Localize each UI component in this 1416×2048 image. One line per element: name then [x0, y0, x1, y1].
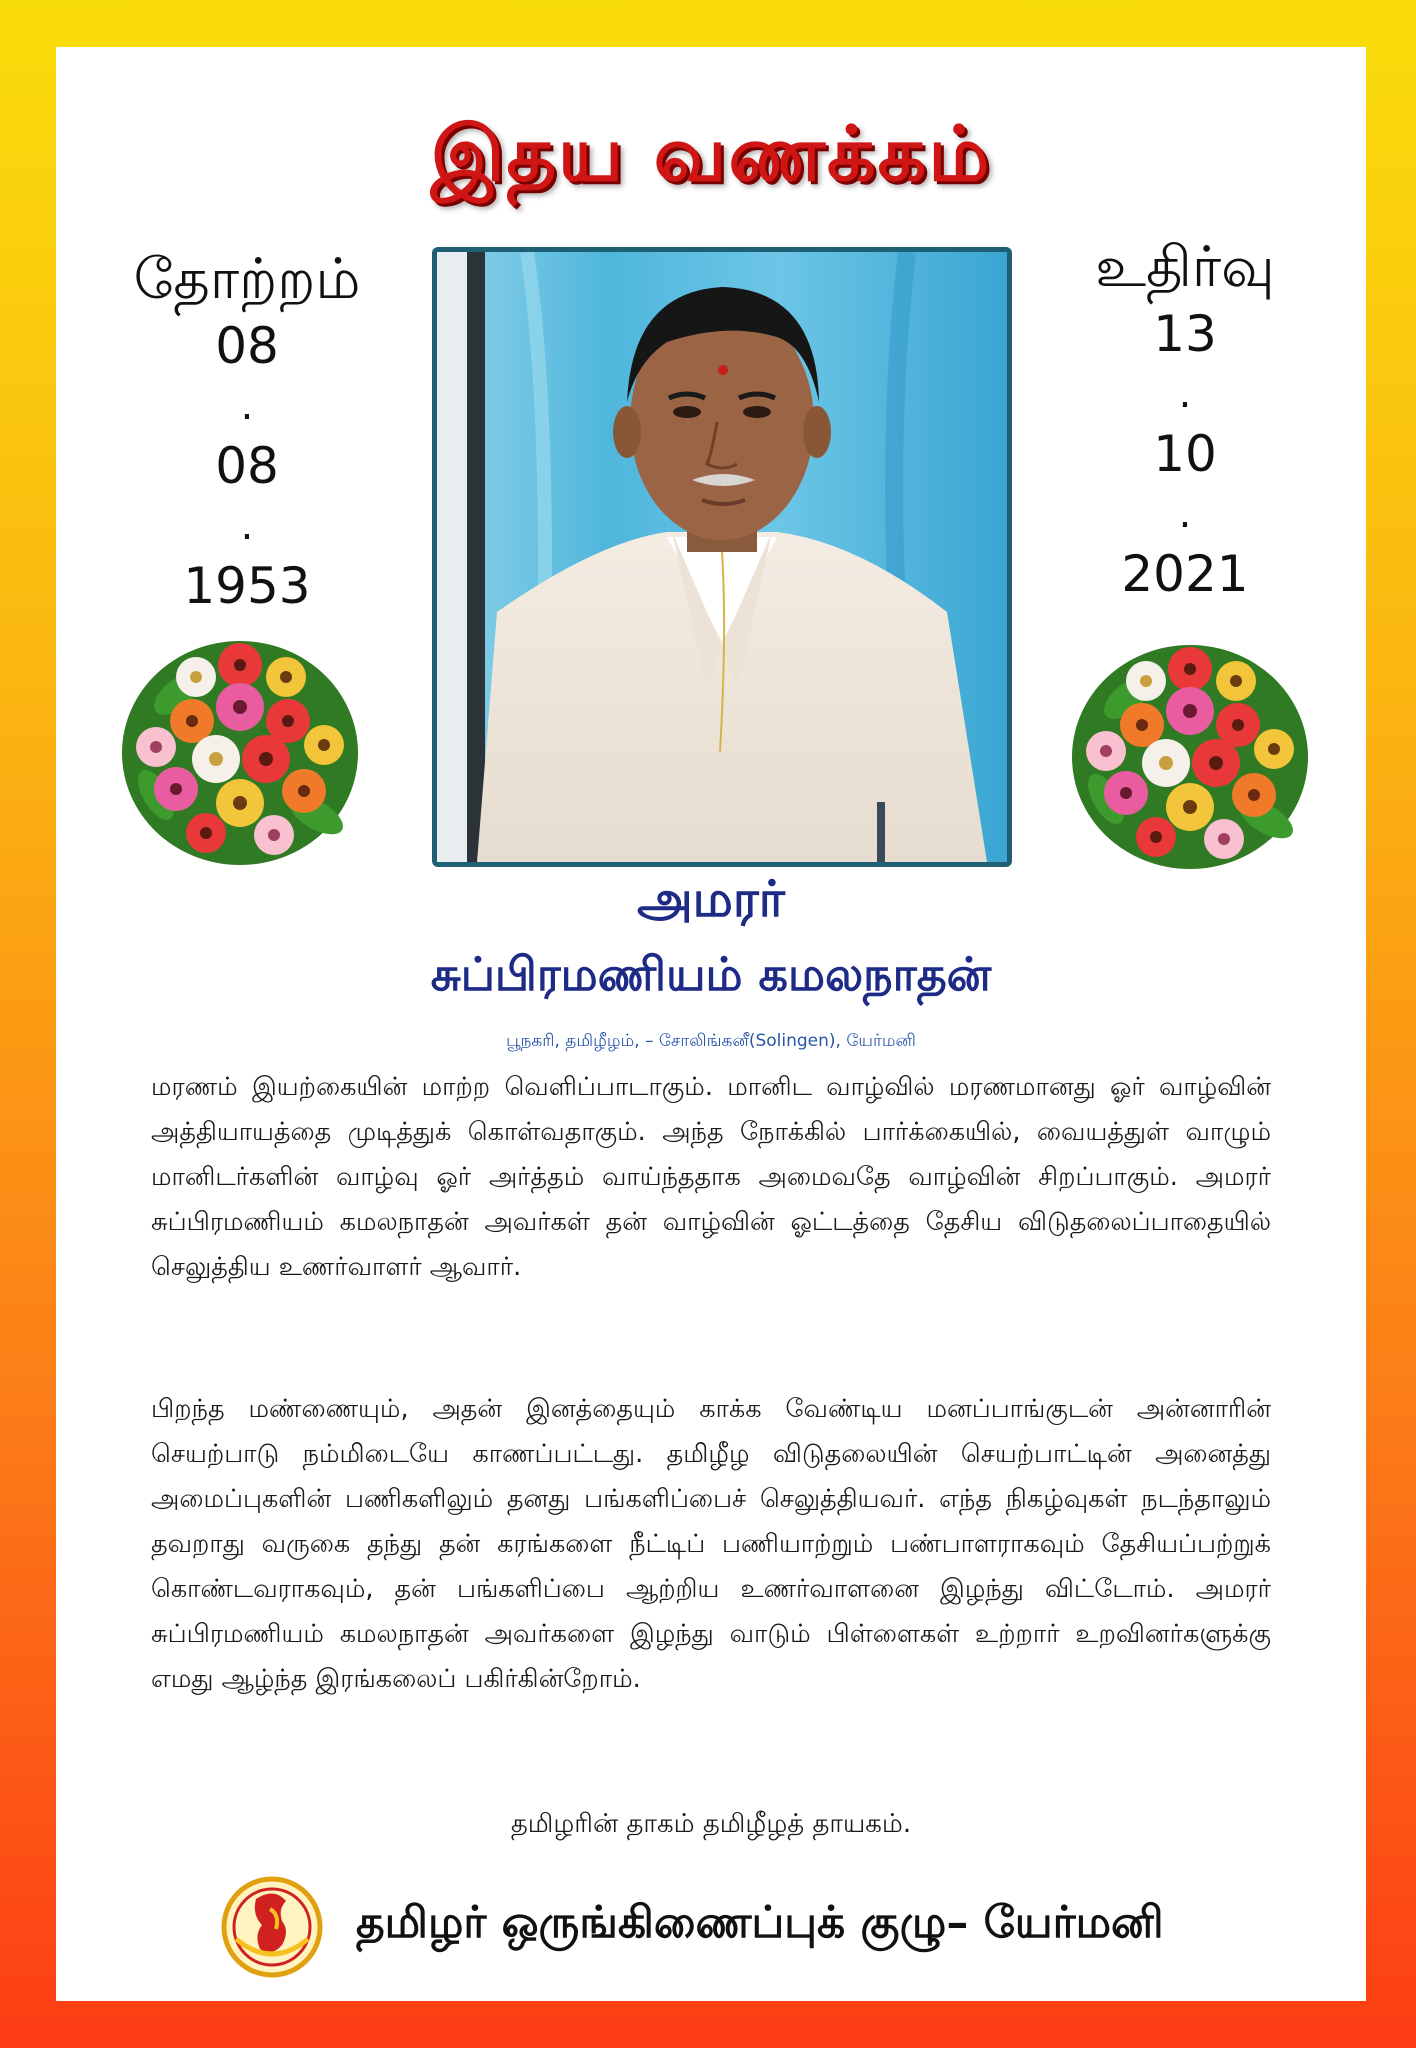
birth-date-block	[97, 245, 397, 617]
headline: இதய வணக்கம்	[430, 109, 992, 198]
death-separator-2: .	[1178, 491, 1192, 537]
birth-year: 1953	[183, 557, 311, 615]
organization-name: தமிழர் ஒருங்கிணைப்புக் குழு– யேர்மனி	[356, 1897, 1164, 1948]
death-year: 2021	[1121, 545, 1249, 603]
portrait-image	[437, 252, 1007, 862]
death-date-block	[1035, 233, 1335, 605]
birth-day: 08	[215, 317, 279, 375]
birth-label: தோற்றம்	[133, 247, 361, 312]
place-line: பூநகரி, தமிழீழம், – சோலிங்கனீ(Solingen), யேர்மனி	[506, 1031, 916, 1051]
death-separator-1: .	[1178, 371, 1192, 417]
tribute-paragraph-1: மரணம் இயற்கையின் மாற்ற வெளிப்பாடாகும். மானிட வாழ்வில் மரணமானது ஓர் வாழ்வின் அத்தியாயத்தை முடித்துக் கொள்வதாகும். அந்த நோக்கில் பார்க்கையில், வையத்துள் வாழும் மானிடர்களின் வாழ்வு ஓர் அர்த்தம் வாய்ந்ததாக அமைவதே வாழ்வின் சிறப்பாகும். அமரர் சுப்பிரமணியம் கமலநாதன் அவர்கள் தன் வாழ்வின் ஓட்டத்தை தேசிய விடுதலைப்பாதையில் செலுத்திய உணர்வாளர் ஆவார்.	[151, 1072, 1271, 1282]
organization-logo-icon	[216, 1869, 328, 1981]
flower-bouquet-icon	[116, 625, 364, 873]
flower-bouquet-icon	[1066, 629, 1314, 877]
death-label: உதிர்வு	[1095, 235, 1275, 300]
notice-card	[56, 47, 1366, 2001]
death-month: 10	[1153, 425, 1217, 483]
name-prefix: அமரர்	[637, 869, 785, 928]
birth-separator-2: .	[240, 503, 254, 549]
slogan: தமிழரின் தாகம் தமிழீழத் தாயகம்.	[510, 1809, 912, 1839]
birth-month: 08	[215, 437, 279, 495]
deceased-name: சுப்பிரமணியம் கமலநாதன்	[430, 947, 992, 1001]
birth-separator-1: .	[240, 383, 254, 429]
portrait-photo	[432, 247, 1012, 867]
tribute-paragraph-2: பிறந்த மண்ணையும், அதன் இனத்தையும் காக்க வேண்டிய மனப்பாங்குடன் அன்னாரின் செயற்பாடு நம்மிடையே காணப்பட்டது. தமிழீழ விடுதலையின் செயற்பாட்டின் அனைத்து அமைப்புகளின் பணிகளிலும் தனது பங்களிப்பைச் செலுத்தியவர். எந்த நிகழ்வுகள் நடந்தாலும் தவறாது வருகை தந்து தன் கரங்களை நீட்டிப் பணியாற்றும் பண்பாளராகவும் தேசியப்பற்றுக் கொண்டவராகவும், தன் பங்களிப்பை ஆற்றிய உணர்வாளனை இழந்து விட்டோம். அமரர் சுப்பிரமணியம் கமலநாதன் அவர்களை இழந்து வாடும் பிள்ளைகள் உற்றார் உறவினர்களுக்கு எமது ஆழ்ந்த இரங்கலைப் பகிர்கின்றோம்.	[151, 1394, 1271, 1694]
death-day: 13	[1153, 305, 1217, 363]
